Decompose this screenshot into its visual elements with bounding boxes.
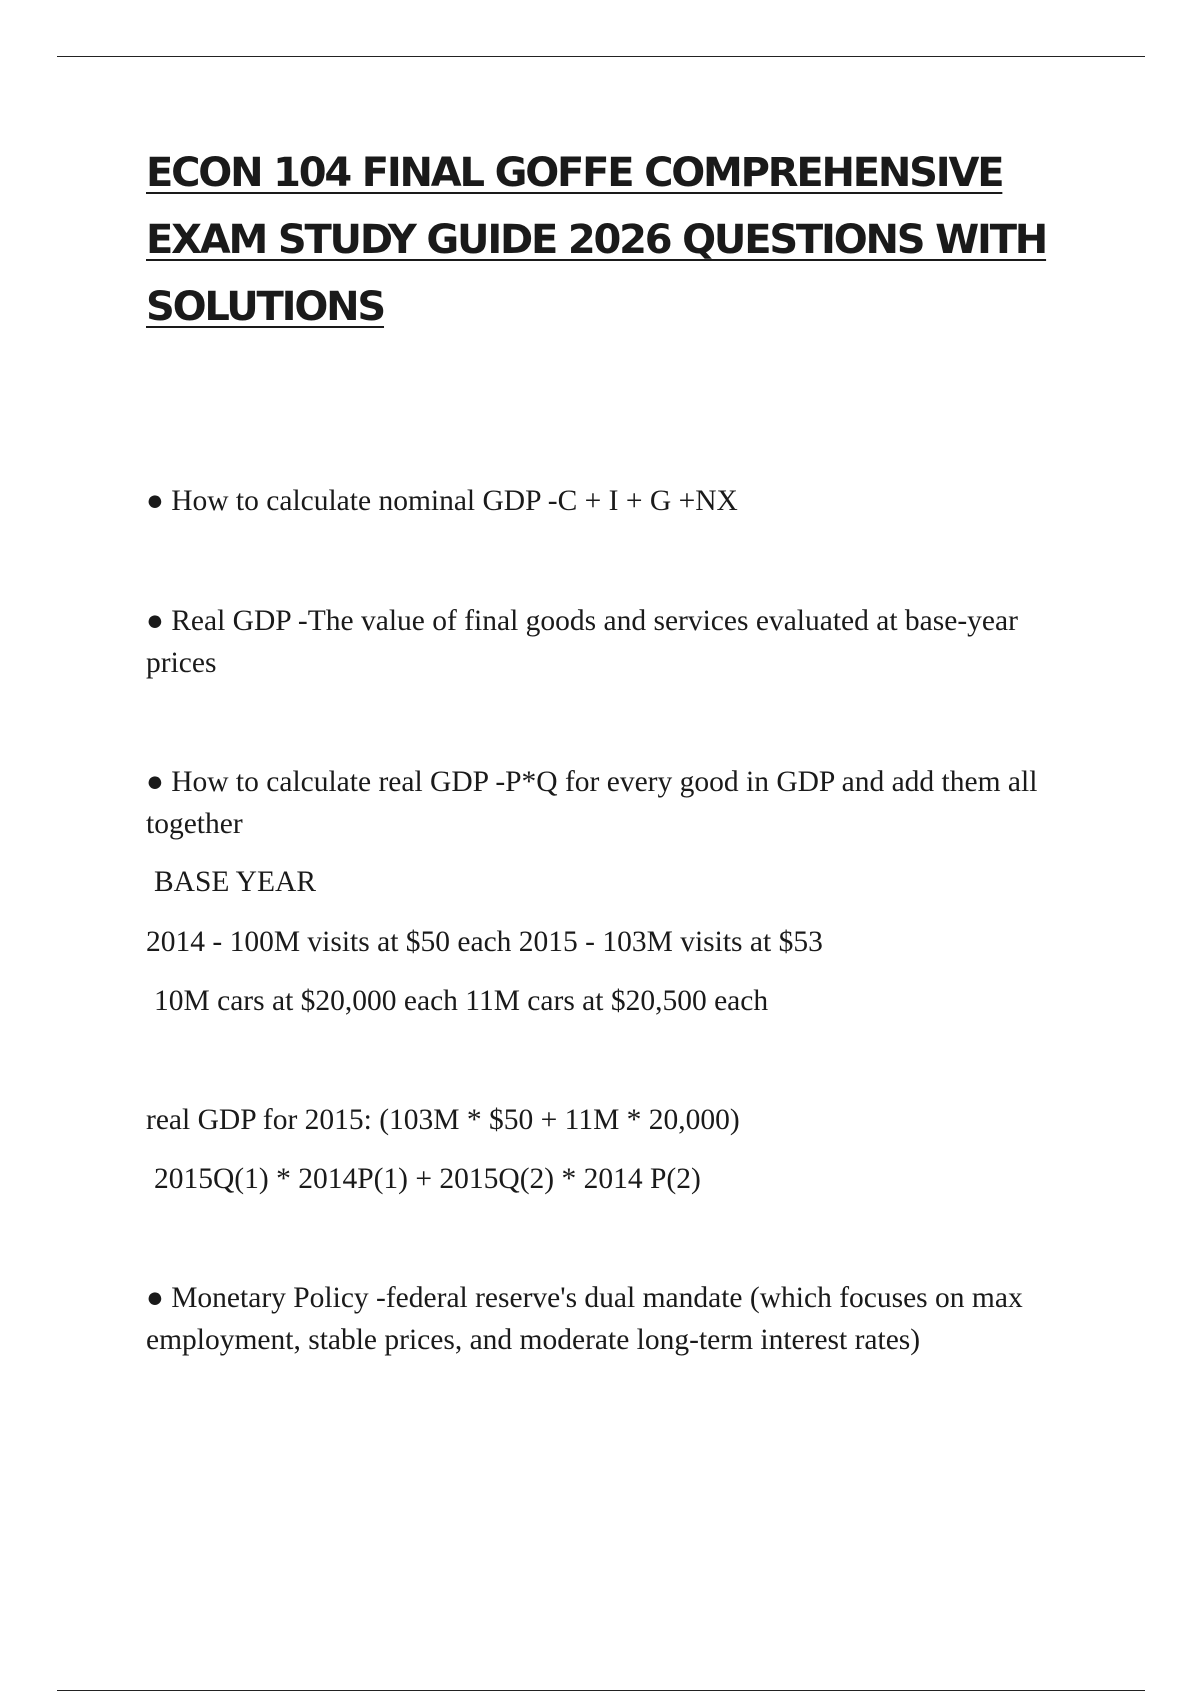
bottom-rule <box>57 1690 1145 1691</box>
list-item-nominal-gdp <box>146 480 1086 522</box>
document-title: ECON 104 FINAL GOFFE COMPREHENSIVE EXAM STUDY GUIDE 2026 QUESTIONS WITH SOLUTIONS <box>146 150 1047 330</box>
bullet: ● <box>146 485 164 517</box>
example-line-real-gdp: real GDP for 2015: (103M * $50 + 11M * 20,000) <box>146 1104 740 1136</box>
list-item-monetary-policy <box>146 1277 1086 1361</box>
example-header: BASE YEAR <box>154 866 316 898</box>
item-text: How to calculate nominal GDP -C + I + G +NX <box>171 485 738 517</box>
bullet: ● <box>146 1282 164 1314</box>
list-item-calc-real-gdp <box>146 761 1086 845</box>
example-line-visits: 2014 - 100M visits at $50 each 2015 - 103M visits at $53 <box>146 926 823 958</box>
example-line-formula: 2015Q(1) * 2014P(1) + 2015Q(2) * 2014 P(2) <box>154 1163 701 1195</box>
top-rule <box>57 56 1145 57</box>
item-text: Real GDP -The value of final goods and services evaluated at base-year prices <box>146 605 1018 679</box>
bullet: ● <box>146 766 164 798</box>
item-text: How to calculate real GDP -P*Q for every good in GDP and add them all together <box>146 766 1038 840</box>
list-item-real-gdp <box>146 600 1086 684</box>
example-line-cars: 10M cars at $20,000 each 11M cars at $20,500 each <box>154 985 769 1017</box>
bullet: ● <box>146 605 164 637</box>
item-text: Monetary Policy -federal reserve's dual mandate (which focuses on max employment, stable prices, and moderate long-term interest rates) <box>146 1282 1023 1356</box>
